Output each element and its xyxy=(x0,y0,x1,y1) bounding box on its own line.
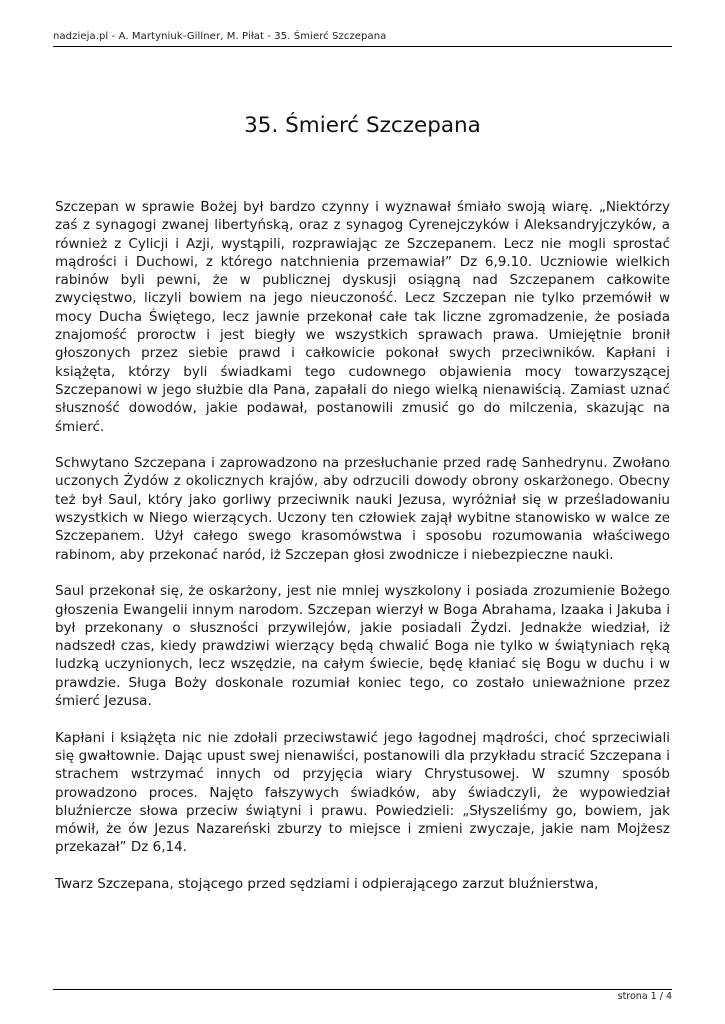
header-divider xyxy=(53,46,672,47)
paragraph-1: Szczepan w sprawie Bożej był bardzo czynny i wyznawał śmiało swoją wiarę. „Niektórzy zaś z synagogi zwanej libertyńską, oraz z synagog Cyrenejczyków i Aleksandryjczyków, a również z Cylicji i Azji, wystąpili, rozprawiając ze Szczepanem. Lecz nie mogli sprostać mądrości i Duchowi, z którego natchnienia przemawiał” Dz 6,9.10. Uczniowie wielkich rabinów byli pewni, że w publicznej dyskusji osiągną nad Szczepanem całkowite zwycięstwo, liczyli bowiem na jego nieuczoność. Lecz Szczepan nie tylko przemówił w mocy Ducha Świętego, lecz jawnie przekonał całe tak liczne zgromadzenie, że posiada znajomość proroctw i jest biegły we wszystkich sprawach prawa. Umiejętnie bronił głoszonych przez siebie prawd i całkowicie pokonał swych przeciwników. Kapłani i książęta, którzy byli świadkami tego cudownego objawienia mocy towarzyszącej Szczepanowi w jego służbie dla Pana, zapałali do niego wielką nienawiścią. Zamiast uznać słuszność dowodów, jakie podawał, postanowili zmusić go do milczenia, skazując na śmierć. xyxy=(55,199,670,435)
paragraph-3: Saul przekonał się, że oskarżony, jest nie mniej wyszkolony i posiada zrozumienie Bożego głoszenia Ewangelii innym narodom. Szczepan wierzył w Boga Abrahama, Izaaka i Jakuba i był przekonany o słuszności przywilejów, jakie posiadali Żydzi. Jednakże wiedział, iż nadszedł czas, kiedy prawdziwi wierzący będą chwalić Boga nie tylko w świątyniach ręką ludzką uczynionych, lecz wszędzie, na całym świecie, będę kłaniać się Bogu w duchu i w prawdzie. Sługa Boży doskonale rozumiał koniec tego, co zostało unieważnione przez śmierć Jezusa. xyxy=(55,583,670,710)
page-number: strona 1 / 4 xyxy=(617,991,672,1002)
paragraph-4: Kapłani i książęta nic nie zdołali przeciwstawić jego łagodnej mądrości, choć sprzeciwiali się gwałtownie. Dając upust swej nienawiści, postanowili dla przykładu stracić Szczepana i strachem wstrzymać innych od przyjęcia wiary Chrystusowej. W szumny sposób prowadzono proces. Najęto fałszywych świadków, aby świadczyli, że wypowiedział bluźniercze słowa przeciw świątyni i prawu. Powiedzieli: „Słyszeliśmy go, bowiem, jak mówił, że ów Jezus Nazareński zburzy to miejsce i zmieni zwyczaje, jakie nam Mojżesz przekazał” Dz 6,14. xyxy=(55,729,670,856)
paragraph-5: Twarz Szczepana, stojącego przed sędziami i odpierającego zarzut bluźnierstwa, xyxy=(55,875,599,892)
document-body xyxy=(55,198,670,912)
page-header: nadzieja.pl - A. Martyniuk-Gillner, M. Piłat - 35. Śmierć Szczepana xyxy=(53,31,387,42)
paragraph-2: Schwytano Szczepana i zaprowadzono na przesłuchanie przed radę Sanhedrynu. Zwołano uczonych Żydów z okolicznych krajów, aby odrzucili dowody obrony oskarżonego. Obecny też był Saul, który jako gorliwy przeciwnik nauki Jezusa, wyróżniał się w prześladowaniu wszystkich w Niego wierzących. Uczony ten człowiek zajął wybitne stanowisko w walce ze Szczepanem. Użył całego swego krasomówstwa i sposobu rozumowania właściwego rabinom, aby przekonać naród, iż Szczepan głosi zwodnicze i niebezpieczne nauki. xyxy=(55,455,670,563)
page-title: 35. Śmierć Szczepana xyxy=(244,113,481,138)
footer-divider xyxy=(53,989,672,990)
